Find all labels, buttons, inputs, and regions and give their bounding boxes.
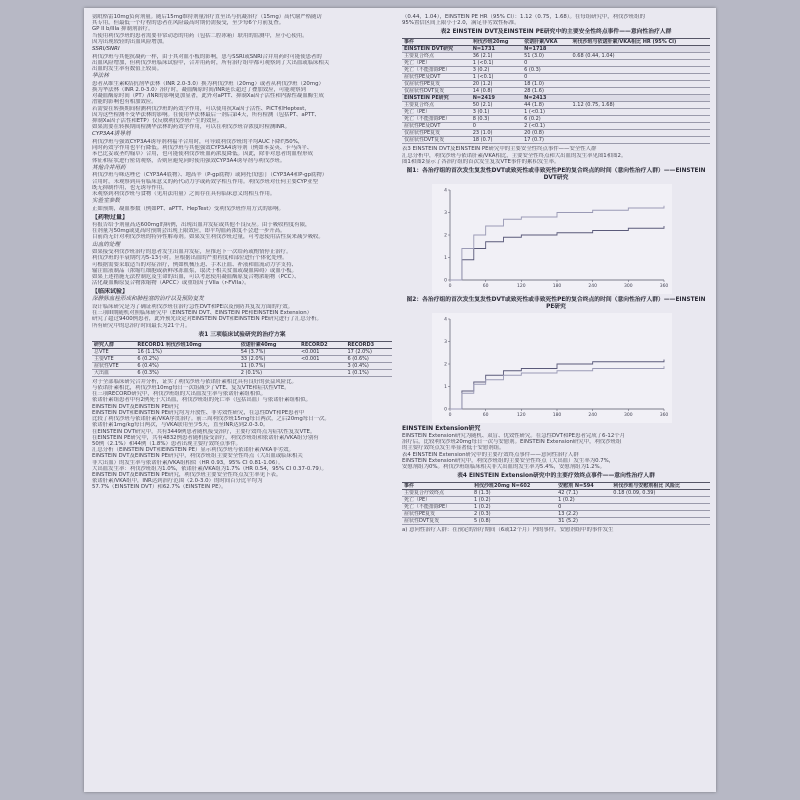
y-tick-label: 1: [444, 256, 447, 262]
text-line: 95%置信区间上限小于2.0，满足非劣效性标准。: [402, 20, 520, 27]
section-heading-cyp: CYP3A4诱导剂: [92, 131, 131, 138]
table-header-cell: 依诺肝素/VKA: [522, 39, 570, 46]
text-line: 当使用利伐沙班的患者需要非常动态的用药（包括二腔冰箱）联用的监测中，应小心使用。: [92, 32, 308, 39]
text-line: 利伐沙班与咪达唑仑（CYP3A4底物）、地高辛（P-gp底物）或阿托伐他汀（CYP3A4和P-gp底物）: [92, 172, 328, 179]
table-cell: 13 (2.2): [556, 511, 611, 518]
plot-background: [432, 313, 672, 423]
section-heading-other: 其他合并用药: [92, 164, 126, 171]
text-line: 与依诺肝素相比，利伐沙班10mg每日一次组减少了VTE、复发VTE和症状性VTE。: [92, 385, 290, 392]
table-cell: N=1718: [522, 46, 570, 53]
table-cell: [611, 504, 710, 511]
table-cell: [571, 130, 710, 137]
text-line: 因为出现较轻的出血风险增加。: [92, 38, 168, 45]
table-cell: [571, 88, 710, 95]
text-line: 比较了利伐沙班与依诺肝素/VKA序贯治疗。前三周利伐沙班15mg每日两次，之后20mg每日一次。: [92, 416, 330, 423]
table-cell: 0: [522, 60, 570, 67]
table-cell: 5 (0.8): [472, 518, 556, 525]
figure2-caption: 图2：各治疗组的首次发生复发性DVT或致死性或非致死性PE的复合终点的时间（意向性治疗人群）——EINSTEIN PE研究: [406, 297, 706, 311]
text-line: 设计临床研究是为了确证利伐沙班在治疗急性DVT和PE以及预防其复发方面的疗效。: [92, 304, 293, 311]
table-cell: 仅症状性PE复发: [402, 81, 471, 88]
ssri-block: [92, 54, 392, 73]
table-cell: [571, 109, 710, 116]
table-cell: [571, 137, 710, 144]
table4: [402, 482, 710, 525]
table-cell: 症状性PE及DVT: [402, 74, 471, 81]
y-tick-label: 2: [444, 362, 447, 368]
text-line: （0.44，1.04），EINSTEIN PE HR（95% CI）：1.12（0.75，1.68）。在每组研究中，利伐沙班组的: [402, 14, 645, 20]
text-line: 活化凝血酶原复合物浓缩物（APCC）或重组因子VIIa（r-FVIIa）。: [92, 280, 250, 287]
table1-header-row: [92, 341, 392, 348]
text-line: 在EINSTEIN DVT研究中，共有3449例患者随机接受治疗，主要疗效终点为症状性复发VTE。: [92, 428, 316, 435]
text-line: 既无抑制作用，也无诱导作用。: [92, 184, 168, 191]
figure1: [432, 184, 672, 294]
other-block: [92, 172, 392, 197]
text-line: 其专用，但最低一个疗程的患者在风险最高时期仍需接受，至少每6个月前复查。: [92, 20, 285, 27]
table1-caption: 表1 三项临床试验研究的治疗方案: [198, 331, 286, 338]
table-cell: [571, 123, 710, 130]
table2: [402, 38, 710, 144]
table-row: [402, 518, 710, 525]
table-cell: 0: [522, 74, 570, 81]
trials-block: [92, 304, 392, 329]
table-cell: 54 (3.7%): [239, 348, 299, 355]
text-line: a) 意向性治疗人群：在预定的治疗期间（6或12个月）内的事件。安慰剂组中的事件发生: [402, 527, 614, 534]
table-header-cell: 利伐沙班与依诺肝素/VKA相比 HR (95% CI): [571, 39, 710, 46]
right-column: [402, 14, 710, 533]
table-cell: [611, 497, 710, 504]
table-header-cell: 利伐沙班与安慰剂相比 风险比: [611, 483, 710, 490]
table-cell: 6 (0.6%): [345, 355, 392, 362]
table-cell: <0.001: [299, 348, 345, 355]
text-line: 因为这些检测不受华法林的影响。在使用华法林最后一剂后第4天，所有检测（包括PT、aPTT、: [92, 111, 320, 118]
text-line: 对凝血酶原时间（PT）/INR的影响更加显著，此外对aPTT、抑制Xa因子活性和内源性凝血酶生成: [92, 93, 324, 100]
text-line: 在三项RECORD研究中，利伐沙班组的大出血发生率与依诺肝素组相似。: [92, 391, 266, 398]
text-line: 未观察到利伐沙班与食物（见用法用量）之间存在具有临床意义的相互作用。: [92, 191, 276, 198]
table-cell: 死亡（不能排除PE）: [402, 67, 471, 74]
table-cell: 主要复合终点: [402, 53, 471, 60]
table-row: [402, 74, 710, 81]
table-row: [402, 504, 710, 511]
table-cell: 1 (0.2): [472, 504, 556, 511]
text-line: 非大出血）的发生率与依诺肝素/VKA组相似（HR 0.93，95% CI 0.81-1.06）。: [92, 459, 284, 466]
text-line: 依诺肝素1mg/kg每日两次，与VKA联用至少5天，直至INR达到2.0-3.0。: [92, 422, 269, 429]
right-top-block: [402, 14, 710, 26]
table-cell: 总VTE: [92, 348, 135, 355]
text-line: 出血的发生率有数值上较高。: [92, 66, 163, 73]
table-cell: 死亡（不能排除PE）: [402, 116, 471, 123]
table-cell: [571, 116, 710, 123]
y-tick-label: 0: [444, 407, 447, 413]
table2-group-dvt: [402, 46, 710, 53]
table-header-cell: RECORD1 利伐沙班10mg: [135, 341, 238, 348]
table-row: [92, 369, 392, 376]
table-header-cell: 安慰剂 N=594: [556, 483, 611, 490]
x-tick-label: 240: [588, 413, 597, 419]
table-cell: [571, 60, 710, 67]
section-heading-warfarin: 华法林: [92, 73, 109, 80]
table-cell: 17 (2.0%): [345, 348, 392, 355]
section-heading-trials: 【临床试验】: [92, 288, 129, 296]
table-cell: 1 (0.2): [556, 497, 611, 504]
table-cell: 36 (2.1): [471, 53, 522, 60]
y-tick-label: 3: [444, 211, 447, 217]
table-row: [402, 109, 710, 116]
x-tick-label: 60: [482, 284, 489, 290]
table-cell: 31 (5.2): [556, 518, 611, 525]
lab-block: [92, 206, 392, 212]
table-cell: 1 (0.2): [472, 497, 556, 504]
table-header-cell: 依诺肝素40mg: [239, 341, 299, 348]
x-tick-label: 360: [659, 413, 669, 419]
text-line: 对于全部临床研究合并分析，证实了利伐沙班与依诺肝素相比具有良好的获益风险比。: [92, 378, 297, 385]
section-heading-extension: EINSTEIN Extension研究: [402, 425, 481, 433]
y-tick-label: 1: [444, 385, 447, 391]
table-cell: 8 (0.3): [471, 116, 522, 123]
warfarin-block: [92, 81, 392, 131]
bleeding-block: [92, 249, 392, 286]
text-line: 患者从维生素K拮抗剂华法林（INR 2.0-3.0）换为利伐沙班（20mg）或者从利伐沙班（20mg）: [92, 80, 324, 87]
text-line: 利伐沙班与强效CYP3A4诱导剂利福平合用时，可导致利伐沙班的平均AUC下降约50%，: [92, 139, 304, 146]
text-line: EINSTEIN Extension研究为随机、双盲、优效性研究。在急性DVT和PE患者完成了6-12个月: [402, 433, 626, 440]
text-line: EINSTEIN DVT及EINSTEIN PE研究中，利伐沙班组主要安全性终点（大出血或临床相关: [92, 453, 303, 460]
table-row: [402, 88, 710, 95]
after-table1-block: [92, 379, 392, 410]
text-line: EINSTEIN Extension研究中，利伐沙班组的主要安全性终点（大出血）发生率为0.7%，: [402, 457, 615, 464]
table-cell: 3 (0.2): [471, 67, 522, 74]
table-cell: [571, 46, 710, 53]
table-cell: 1 (0.1%): [345, 369, 392, 376]
overdose-block: [92, 222, 392, 241]
table-cell: 3 (0.4%): [345, 362, 392, 369]
table-row: [402, 116, 710, 123]
table-cell: 死亡（PE）: [402, 497, 472, 504]
text-line: 可根据需要采取适当的对症治疗，例如机械压迫、手术止血、补液和血流动力学支持、: [92, 261, 297, 268]
table-cell: 51 (3.0): [522, 53, 570, 60]
table-cell: 6 (0.2%): [135, 355, 238, 362]
table-cell: 仅症状性PE复发: [402, 130, 471, 137]
text-line: 50例（2.1%）和44例（1.8%）患者出现主要疗效终点事件。: [92, 440, 241, 447]
table1-body: [92, 348, 392, 376]
text-line: 如果接受利伐沙班治疗的患者发生出血并发症，应推迟下一次给药或酌情停止治疗。: [92, 249, 292, 256]
text-line: 研究了超过9400例患者，此外预先设定对EINSTEIN DVT和EINSTEIN PE研究进行了汇总分析。: [92, 316, 322, 323]
table-cell: 6 (0.3): [522, 67, 570, 74]
table-cell: 大出血: [92, 369, 135, 376]
right-mid-block: [402, 146, 710, 165]
table-cell: 18 (0.7): [471, 137, 522, 144]
left-column: [92, 14, 392, 491]
text-line: 57.7%（EINSTEIN DVT）和62.7%（EINSTEIN PE）。: [92, 484, 227, 491]
table-row: [402, 81, 710, 88]
section-heading-lab: 实验室参数: [92, 198, 120, 205]
text-line: 抑制Xa因子活性和ETP）仅反映利伐沙班产生的效应。: [92, 118, 223, 125]
table-row: [402, 511, 710, 518]
table-cell: 0: [471, 123, 522, 130]
table-cell: 2 (0.3): [472, 511, 556, 518]
section-heading-bleeding: 出血的处理: [92, 241, 120, 248]
text-line: 如果需要在转换期间检测华法林的药效学作用，可以在利伐沙班谷浓度时检测INR。: [92, 124, 291, 131]
text-line: 如果上述措施无法控制危及生命的出血，可以考虑使用凝血酶原复合物浓缩物（PCC）、: [92, 274, 300, 281]
table-cell: 2 (<0.1): [522, 123, 570, 130]
table-cell: [571, 74, 710, 81]
table2-header-row: [402, 39, 710, 46]
table-cell: 1 (<0.1): [522, 109, 570, 116]
table2-body-pe-group: [402, 95, 710, 102]
x-tick-label: 0: [448, 413, 452, 419]
table2-group-pe: [402, 95, 710, 102]
document-page: [84, 8, 716, 792]
table-cell: 死亡（PE）: [402, 60, 471, 67]
table-cell: 0.68 (0.44, 1.04): [571, 53, 710, 60]
figure2: [432, 313, 672, 423]
text-line: 治疗后，比较利伐沙班20mg每日一次与安慰剂。EINSTEIN Extension研究中，利伐沙班组: [402, 439, 622, 446]
table-row: [402, 67, 710, 74]
table-cell: 3 (0.1): [471, 109, 522, 116]
text-line: 合用时，未观察到具有临床意义的药代动力学或药效学相互作用。利伐沙班对任何主要CYP亚型: [92, 178, 318, 185]
text-line: 汇总分析中，利伐沙班与依诺肝素/VKA相比，主要安全性终点和大出血的发生率见图1和图2。: [402, 152, 627, 159]
text-line: 体征和症状进行密切观察，否则应避免同时使用强效CYP3A4诱导剂与利伐沙班。: [92, 157, 286, 164]
table-cell: <0.001: [299, 355, 345, 362]
table-cell: 2 (0.1%): [239, 369, 299, 376]
table-row: [92, 355, 392, 362]
section-heading-ssri: SSRI/SNRI: [92, 46, 120, 53]
table-cell: 症状性PE复发: [402, 511, 472, 518]
section-subheading-trials: 深静脉血栓形成和肺栓塞的治疗以及预防复发: [92, 296, 204, 303]
x-tick-label: 60: [482, 413, 489, 419]
extension-block: [402, 433, 710, 470]
table-cell: 17 (0.7): [522, 137, 570, 144]
table-cell: 8 (1.3): [472, 490, 556, 497]
table-cell: 50 (2.1): [471, 102, 522, 109]
table-cell: 6 (0.4%): [135, 362, 238, 369]
table-header-cell: 利伐沙班20mg: [471, 39, 522, 46]
table-row: [402, 490, 710, 497]
text-line: 氨吡格雷10mg负荷剂量。随后15mg维持剂量治疗直至出与抗凝治疗（15mg）高代谢严格随访: [92, 14, 322, 20]
table-row: [402, 53, 710, 60]
x-tick-label: 180: [552, 413, 562, 419]
text-line: GP II b/IIIa 抑制剂治疗。: [92, 26, 154, 33]
x-tick-label: 300: [624, 284, 633, 290]
table-header-cell: 利伐沙班20mg N=602: [472, 483, 556, 490]
table-cell: 症状性DVT复发: [402, 518, 472, 525]
text-line: 出血风险增加，但利伐沙班临床试验中，合并用药时，所有治疗组中都可观察到了大出血或临床相关: [92, 59, 330, 66]
table1: [92, 341, 392, 377]
table-cell: 6 (0.3%): [135, 369, 238, 376]
table-header-cell: 事件: [402, 39, 471, 46]
text-line: 换为华法林（INR 2.0-3.0）治疗时，凝血酶原时间/INR延长超过了叠加效应，可能观察到: [92, 87, 306, 94]
table-cell: 28 (1.6): [522, 88, 570, 95]
table-cell: 16 (1.1%): [135, 348, 238, 355]
x-tick-label: 360: [659, 284, 669, 290]
table-cell: 0.18 (0.09, 0.39): [611, 490, 710, 497]
table-cell: 6 (0.2): [522, 116, 570, 123]
text-line: EINSTEIN DVT及EINSTEIN PE研究: [92, 403, 179, 410]
table-row: [402, 130, 710, 137]
y-tick-label: 3: [444, 340, 447, 346]
table-cell: 1.12 (0.75, 1.68): [571, 102, 710, 109]
x-tick-label: 120: [517, 413, 526, 419]
table-row: [92, 362, 392, 369]
cyp-block: [92, 139, 392, 164]
table-cell: [611, 511, 710, 518]
figure1-caption: 图1：各治疗组的首次发生复发性DVT或致死性或非致死性PE的复合终点的时间（意向性治疗人群）——EINSTEIN DVT研究: [406, 168, 706, 182]
y-tick-label: 2: [444, 233, 447, 239]
y-tick-label: 0: [444, 278, 447, 284]
table4-caption: 表4 EINSTEIN Extension研究中的主要疗效终点事件——意向性治疗人群: [457, 473, 655, 480]
table-cell: 18 (1.0): [522, 81, 570, 88]
text-line: 在三项III期随机对照临床研究中（EINSTEIN DVT、EINSTEIN PE和EINSTEIN Extension）: [92, 310, 313, 317]
table-cell: [571, 81, 710, 88]
x-tick-label: 0: [448, 284, 452, 290]
text-line: EINSTEIN DVT和EINSTEIN PE研究均为开放性、非劣效性研究，在急性DVT和PE患者中: [92, 409, 305, 416]
table-cell: 11 (0.7%): [239, 362, 299, 369]
table-cell: 20 (1.2): [471, 81, 522, 88]
table-cell: 44 (1.8): [522, 102, 570, 109]
table-cell: N=2413: [522, 95, 570, 102]
x-tick-label: 300: [624, 413, 633, 419]
text-line: 依诺肝素/VKA组中，INR达到治疗范围（2.0-3.0）的时间百分比平均为: [92, 478, 263, 485]
text-line: 所有研究中的总治疗时间最长为21个月。: [92, 322, 191, 329]
table-cell: 主要复合终点: [402, 102, 471, 109]
text-line: EINSTEIN DVT及EINSTEIN PE研究，利伐沙班主要安全性终点发生率见下表。: [92, 471, 282, 478]
table-cell: EINSTEIN DVT研究: [402, 46, 471, 53]
table-cell: 42 (7.1): [556, 490, 611, 497]
text-line: 的主要疗效终点发生率显著低于安慰剂组。: [402, 445, 505, 452]
table4-header-row: [402, 483, 710, 490]
text-line: 若需要在转换期间检测利伐沙班的药效学作用，可以使用抗Xa因子活性、PiCT和Heptest，: [92, 105, 310, 112]
section-heading-overdose: 【药物过量】: [92, 214, 129, 222]
table-header-cell: RECORD3: [345, 341, 392, 348]
text-line: 利伐沙班的半衰期约为5-13小时。应根据出血的严重程度和部位进行个体化处理。: [92, 255, 288, 262]
table-cell: 0: [556, 504, 611, 511]
table-header-cell: RECORD2: [299, 341, 345, 348]
text-line: 利伐沙班与其他抗凝药一样，由于其对血小板的影响，患与SSRI或SNRI合并用药时可能使患者的: [92, 53, 322, 60]
text-line: 图1和图2显示了各治疗组的首次发生复发VTE事件的累积发生率。: [402, 158, 560, 165]
table-header-cell: 事件: [402, 483, 472, 490]
table-cell: 23 (1.0): [471, 130, 522, 137]
einstein-block: [92, 410, 392, 491]
table-cell: 33 (2.0%): [239, 355, 299, 362]
table-cell: 死亡（不能排除PE）: [402, 504, 472, 511]
text-line: 表3 EINSTEIN DVT及EINSTEIN PE研究中的主要安全性终点事件——安全性人群: [402, 146, 597, 153]
table-cell: N=2419: [471, 95, 522, 102]
table-header-cell: 研究人群: [92, 341, 135, 348]
table-cell: 症状性PE及DVT: [402, 123, 471, 130]
table-cell: [571, 95, 710, 102]
table-cell: 1 (<0.1): [471, 60, 522, 67]
text-line: 在EINSTEIN PE研究中，共有4832例患者随机接受治疗，利伐沙班组和依诺肝素/VKA组分别有: [92, 434, 319, 441]
table-row: [92, 348, 392, 355]
figure2-chart: [432, 313, 672, 423]
text-line: 依诺肝素组患者中有2例死于大出血，利伐沙班组的死亡率（包括出血）与依诺肝素组相似。: [92, 397, 312, 404]
y-tick-label: 4: [444, 188, 447, 194]
table-cell: 1 (<0.1): [471, 74, 522, 81]
table-cell: 主要复合疗效终点: [402, 490, 472, 497]
text-line: 输注血液制品（浓缩红细胞或新鲜冰冻血浆，取决于相关贫血或凝血障碍）或血小板。: [92, 267, 297, 274]
table-row: [402, 137, 710, 144]
table2-body-dvt: [402, 53, 710, 95]
text-line: 正如预期，凝血参数（例如PT、aPTT、HepTest）受利伐沙班作用方式的影响。: [92, 205, 284, 212]
table-cell: 主要VTE: [92, 355, 135, 362]
y-tick-label: 4: [444, 317, 447, 323]
text-line: 在剂量为50mg或更高时预期会出现上限效应，即平均血药浓度不会进一步升高。: [92, 228, 286, 235]
table-cell: 20 (0.8): [522, 130, 570, 137]
intro-block: [92, 14, 392, 45]
table-cell: 仅症状性DVT复发: [402, 88, 471, 95]
table-cell: 死亡（PE）: [402, 109, 471, 116]
figure1-chart: [432, 184, 672, 294]
text-line: 目前尚无针对利伐沙班的特异性解毒剂。如果发生利伐沙班过量，可考虑使用活性炭来减少吸收。: [92, 234, 324, 241]
text-line: 大出血发生率：利伐沙班组为1.0%，依诺肝素/VKA组为1.7%（HR 0.54，95% CI 0.37-0.79）。: [92, 465, 327, 472]
text-line: 同时药效学作用也平行降低。利伐沙班与其他强效CYP3A4诱导剂（例如苯妥英、卡马西平、: [92, 145, 313, 152]
table-cell: [299, 369, 345, 376]
text-line: 苯巴比妥或圣约翰草）合用，也可能使利伐沙班血药浓度降低。因此，除非对患者的血栓形成: [92, 151, 314, 158]
table2-caption: 表2 EINSTEIN DVT及EINSTEIN PE研究中的主要安全性终点事件——意向性治疗人群: [440, 29, 672, 36]
text-line: 表4 EINSTEIN Extension研究中的主要疗效终点事件——意向性治疗人群: [402, 451, 579, 458]
table-row: [402, 497, 710, 504]
table4-body: [402, 490, 710, 525]
table-cell: 症状性VTE: [92, 362, 135, 369]
x-tick-label: 180: [552, 284, 562, 290]
plot-background: [432, 184, 672, 294]
table2-body: [402, 46, 710, 53]
table-cell: 14 (0.8): [471, 88, 522, 95]
table2-body-pe: [402, 102, 710, 144]
table-cell: [299, 362, 345, 369]
text-line: 有报告给予剂量高达600mg的病例，出现出血并发症或其他不良反应。由于吸收程度有限，: [92, 222, 311, 229]
text-line: 潜能的影响也有相加效应。: [92, 99, 157, 106]
table-cell: [571, 67, 710, 74]
text-line: 汇总分析（EINSTEIN DVT和EINSTEIN PE）显示利伐沙班与依诺肝素/VKA非劣效。: [92, 447, 294, 454]
table-row: [402, 123, 710, 130]
table-cell: [611, 518, 710, 525]
table-cell: EINSTEIN PE研究: [402, 95, 471, 102]
text-line: 安慰剂组为0%。利伐沙班组临床相关非大出血的发生率为5.4%，安慰剂组为1.2%。: [402, 464, 606, 471]
x-tick-label: 120: [517, 284, 526, 290]
table-row: [402, 102, 710, 109]
table-cell: N=1731: [471, 46, 522, 53]
right-bottom-block: [402, 527, 710, 533]
x-tick-label: 240: [588, 284, 597, 290]
table-row: [402, 60, 710, 67]
table-cell: 仅症状性DVT复发: [402, 137, 471, 144]
